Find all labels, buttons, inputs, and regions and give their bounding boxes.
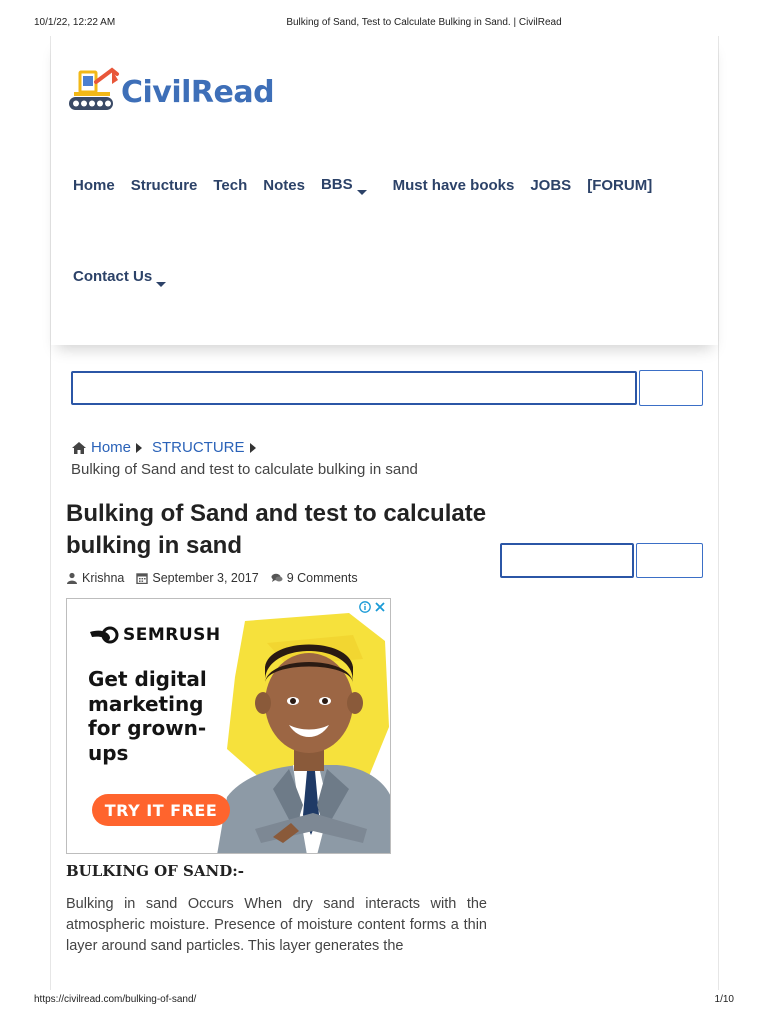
comments-count: 9 Comments — [286, 571, 358, 585]
ad-headline: Get digital marketing for grown- ups — [88, 667, 207, 765]
print-page-number: 1/10 — [714, 994, 734, 1005]
sidebar-search-input[interactable] — [500, 543, 634, 578]
author-name: Krishna — [82, 571, 125, 585]
info-icon — [359, 601, 371, 613]
site-logo[interactable] — [68, 66, 274, 114]
meta-comments[interactable] — [271, 571, 358, 585]
nav-item-contact-us[interactable] — [73, 268, 166, 287]
chevron-down-icon — [357, 190, 367, 195]
nav-item-forum[interactable]: [FORUM] — [587, 176, 653, 194]
article-meta — [66, 571, 370, 585]
print-footer — [0, 994, 768, 1008]
print-url: https://civilread.com/bulking-of-sand/ — [34, 994, 197, 1005]
section-heading: BULKING OF SAND:- — [66, 862, 244, 880]
semrush-logo-icon — [89, 626, 119, 644]
nav-item-contact-us-label: Contact Us — [73, 268, 153, 285]
print-header — [0, 17, 768, 31]
comments-icon — [271, 572, 283, 584]
breadcrumb-separator-icon — [136, 443, 142, 453]
home-icon — [71, 441, 87, 455]
ad-brand-name: SEMRUSH — [123, 625, 221, 645]
close-icon — [374, 601, 386, 613]
advertisement[interactable] — [66, 598, 391, 854]
nav-item-home[interactable]: Home — [73, 176, 115, 194]
article-title: Bulking of Sand and test to calculate bulking in sand — [66, 500, 487, 559]
main-nav — [73, 174, 668, 196]
breadcrumb-home-link[interactable]: Home — [91, 439, 132, 456]
breadcrumb-current: Bulking of Sand and test to calculate bulking in sand — [71, 461, 418, 478]
meta-author[interactable] — [66, 571, 124, 585]
nav-item-jobs[interactable]: JOBS — [530, 176, 572, 194]
print-page-title: Bulking of Sand, Test to Calculate Bulking in Sand. | CivilRead — [286, 17, 562, 28]
breadcrumb — [71, 439, 266, 456]
excavator-logo-icon — [68, 66, 120, 114]
calendar-icon — [136, 572, 148, 584]
article-paragraph: Bulking in sand Occurs When dry sand interacts with the atmospheric moisture. Presence of moisture content forms a thin layer around sand particles. This layer generates the — [66, 896, 487, 954]
meta-date — [136, 571, 258, 585]
ad-cta-button[interactable]: TRY IT FREE — [92, 794, 230, 826]
post-date: September 3, 2017 — [152, 571, 259, 585]
search-input[interactable] — [71, 371, 637, 405]
nav-item-bbs[interactable] — [321, 176, 367, 195]
nav-item-bbs-label: BBS — [320, 175, 353, 193]
user-icon — [66, 572, 78, 584]
breadcrumb-category-link[interactable]: STRUCTURE — [152, 439, 245, 456]
chevron-down-icon — [156, 282, 166, 287]
nav-item-tech[interactable]: Tech — [213, 176, 248, 194]
nav-item-structure[interactable]: Structure — [130, 176, 198, 194]
nav-item-must-have-books[interactable]: Must have books — [392, 176, 515, 194]
logo-text: CivilRead — [121, 74, 275, 110]
search-button[interactable] — [639, 370, 703, 406]
breadcrumb-separator-icon — [250, 443, 256, 453]
ad-brand — [89, 625, 221, 645]
ad-choices-icon[interactable] — [359, 601, 386, 613]
sidebar-search-button[interactable] — [636, 543, 703, 578]
print-datetime: 10/1/22, 12:22 AM — [34, 17, 116, 28]
nav-item-notes[interactable]: Notes — [263, 176, 305, 194]
